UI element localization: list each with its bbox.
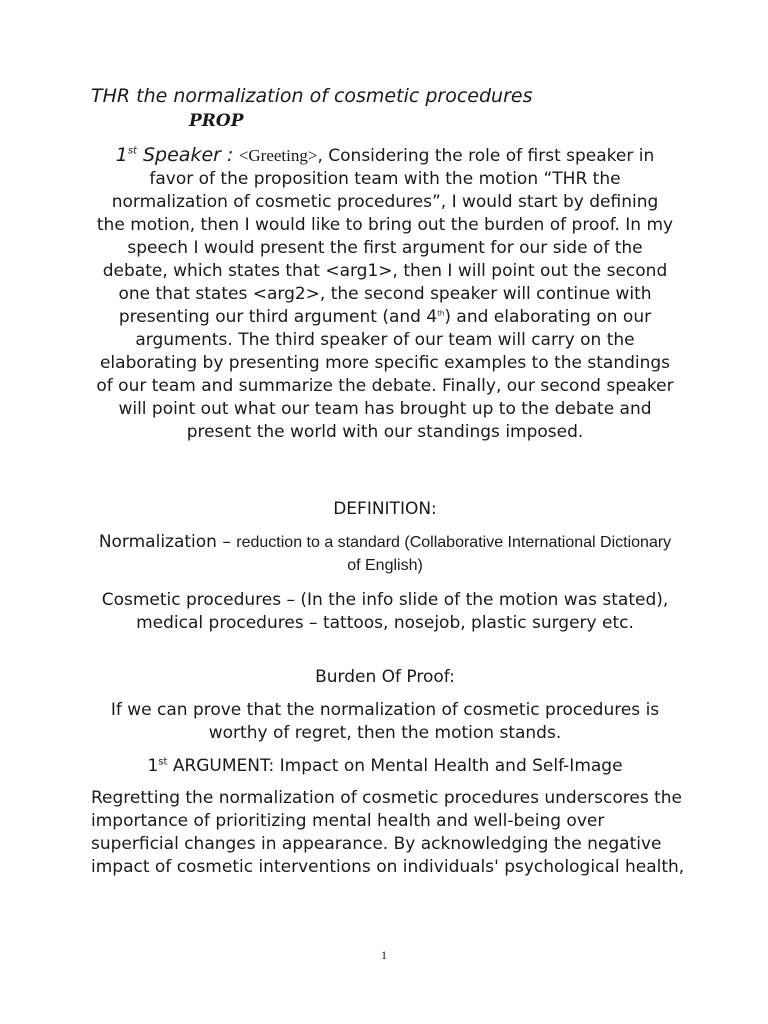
side-label: PROP — [189, 111, 244, 131]
first-argument-body: Regretting the normalization of cosmetic procedures underscores the importance of prioritizing mental health and well-being over superficial changes in appearance. By acknowledging the negative impact of cosmetic interventions on individuals' psychological health, — [91, 788, 685, 877]
burden-of-proof-text: If we can prove that the normalization of cosmetic procedures is worthy of regret, then the motion stands. — [110, 700, 660, 743]
speaker-label: 1st Speaker : — [115, 144, 234, 166]
first-argument-heading: 1st ARGUMENT: Impact on Mental Health and Self-Image — [147, 756, 623, 776]
normalization-term: Normalization – — [98, 532, 231, 552]
motion-title: THR the normalization of cosmetic procedures — [91, 85, 533, 107]
normalization-meaning: reduction to a standard (Collaborative International Dictionary of English) — [236, 534, 672, 574]
speaker-text-part-1: , Considering the role of first speaker in favor of the proposition team with the motion “THR the normalization of cosmetic procedures”, I would start by defining the motion, then I would like to bring out the burden of proof. In my speech I would present the first argument for our side of the debate, which states that <arg1>, then I will point out the second one that states <arg2>, the second speaker will continue with presenting our third argument (and 4 — [96, 146, 674, 327]
normalization-definition — [96, 531, 674, 577]
greeting-placeholder: <Greeting> — [238, 146, 318, 165]
fourth-superscript: th — [437, 309, 445, 318]
burden-of-proof-heading: Burden Of Proof: — [315, 667, 455, 687]
speaker-text-part-2: ) and elaborating on our arguments. The third speaker of our team will carry on the elaborating by presenting more specific examples to the standings of our team and summarize the debate. Finally, our second speaker will point out what our team has brought up to the debate and present the world with our standings imposed. — [96, 307, 674, 442]
page-number: 1 — [381, 948, 387, 962]
cosmetic-procedures-definition: Cosmetic procedures – (In the info slide of the motion was stated), medical procedures – tattoos, nosejob, plastic surgery etc. — [101, 590, 669, 633]
first-speaker-paragraph — [96, 144, 674, 444]
definition-heading: DEFINITION: — [333, 499, 437, 519]
